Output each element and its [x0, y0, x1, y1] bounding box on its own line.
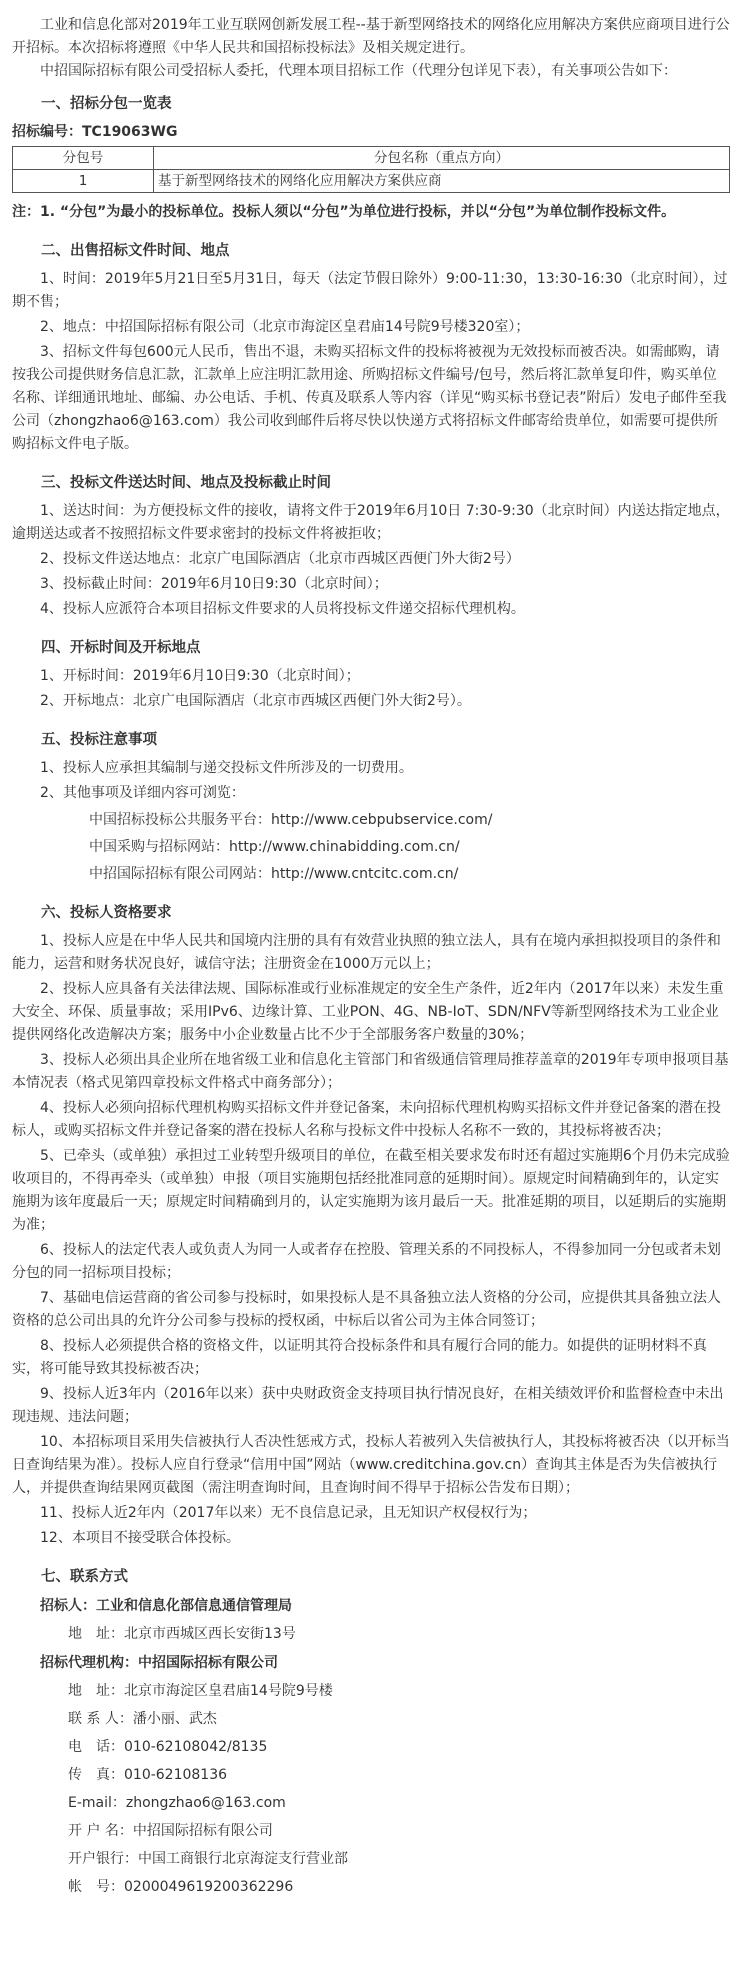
section4-item-2: 2、开标地点：北京广电国际酒店（北京市西城区西便门外大街2号）。	[40, 693, 471, 709]
section5-item-2: 2、其他事项及详细内容可浏览：	[40, 785, 245, 801]
lot-table-header-no: 分包号	[13, 147, 154, 170]
section6-item-8: 8、投标人必须提供合格的资格文件，以证明其符合投标条件和具有履行合同的能力。如提供的证明材料不真实，将可能导致其投标被否决；	[12, 1338, 707, 1377]
tenderer-address: 地 址：北京市西城区西长安街13号	[68, 1626, 296, 1642]
agency-account-number: 帐 号：0200049619200362296	[68, 1879, 294, 1895]
intro-paragraph-1: 工业和信息化部对2019年工业互联网创新发展工程--基于新型网络技术的网络化应用解决方案供应商项目进行公开招标。本次招标将遵照《中华人民共和国招标投标法》及相关规定进行。	[12, 17, 730, 56]
section6-item-12: 12、本项目不接受联合体投标。	[40, 1530, 240, 1546]
agency-bank: 开户银行：中国工商银行北京海淀支行营业部	[68, 1851, 348, 1867]
agency-address: 地 址：北京市海淀区皇君庙14号院9号楼	[68, 1683, 333, 1699]
section6-item-3: 3、投标人必须出具企业所在地省级工业和信息化主管部门和省级通信管理局推荐盖章的2019年专项申报项目基本情况表（格式见第四章投标文件格式中商务部分）；	[12, 1052, 729, 1091]
lot-table-header	[13, 147, 730, 170]
agency-email[interactable]: E-mail：zhongzhao6@163.com	[68, 1795, 286, 1811]
table-row	[13, 170, 730, 193]
site-link-chinabidding[interactable]: 中国采购与招标网站：http://www.chinabidding.com.cn/	[89, 839, 460, 855]
section4-heading: 四、开标时间及开标地点	[41, 640, 201, 656]
section5-item-1: 1、投标人应承担其编制与递交投标文件所涉及的一切费用。	[40, 760, 413, 776]
site-link-cntcitc[interactable]: 中招国际招标有限公司网站：http://www.cntcitc.com.cn/	[89, 866, 459, 882]
agency-account-name: 开 户 名：中招国际招标有限公司	[68, 1823, 273, 1839]
agency-phone: 电 话：010-62108042/8135	[68, 1739, 268, 1755]
section5-heading: 五、投标注意事项	[41, 732, 157, 748]
section6-item-5: 5、已牵头（或单独）承担过工业转型升级项目的单位，在截至相关要求发布时还有超过实施期6个月仍未完成验收项目的，不得再牵头（或单独）申报（项目实施期包括经批准同意的延期时间）。原规定时间精确到年的，认定实施期为该年度最后一天；原规定时间精确到月的，认定实施期为该月最后一天。批准延期的项目，以延期后的实施期为准；	[12, 1148, 730, 1233]
section3-item-3: 3、投标截止时间：2019年6月10日9:30（北京时间）；	[40, 576, 388, 592]
section6-item-6: 6、投标人的法定代表人或负责人为同一人或者存在控股、管理关系的不同投标人，不得参加同一分包或者未划分包的同一招标项目投标；	[12, 1242, 721, 1281]
section6-item-9: 9、投标人近3年内（2016年以来）获中央财政资金支持项目执行情况良好，在相关绩效评价和监督检查中未出现违规、违法问题；	[12, 1386, 724, 1425]
bid-number: 招标编号：TC19063WG	[12, 124, 178, 140]
section3-item-1: 1、送达时间：为方便投标文件的接收，请将文件于2019年6月10日 7:30-9:30（北京时间）内送达指定地点，逾期送达或者不按照招标文件要求密封的投标文件将被拒收；	[12, 503, 730, 542]
site-link-cebpubservice[interactable]: 中国招标投标公共服务平台：http://www.cebpubservice.com/	[89, 812, 493, 828]
section7-heading: 七、联系方式	[41, 1569, 128, 1585]
section2-heading: 二、出售招标文件时间、地点	[41, 243, 230, 259]
section6-item-1: 1、投标人应是在中华人民共和国境内注册的具有有效营业执照的独立法人，具有在境内承担拟投项目的条件和能力，运营和财务状况良好，诚信守法；注册资金在1000万元以上；	[12, 933, 721, 972]
section6-item-2: 2、投标人应具备有关法律法规、国际标准或行业标准规定的安全生产条件，近2年内（2017年以来）未发生重大安全、环保、质量事故；采用IPv6、边缘计算、工业PON、4G、NB-IoT、SDN/NFV等新型网络技术为工业企业提供网络化改造解决方案；服务中小企业数量占比不少于全部服务客户数量的30%；	[12, 981, 724, 1043]
intro-paragraph-2: 中招国际招标有限公司受招标人委托，代理本项目招标工作（代理分包详见下表），有关事项公告如下：	[40, 63, 677, 79]
section6-item-7: 7、基础电信运营商的省公司参与投标时，如果投标人是不具备独立法人资格的分公司，应提供其具备独立法人资格的总公司出具的允许分公司参与投标的授权函，中标后以省公司为主体合同签订；	[12, 1290, 721, 1329]
section4-item-1: 1、开标时间：2019年6月10日9:30（北京时间）；	[40, 668, 360, 684]
section1-heading: 一、招标分包一览表	[41, 96, 172, 112]
agency-fax: 传 真：010-62108136	[68, 1767, 228, 1783]
tenderer-name: 招标人：工业和信息化部信息通信管理局	[40, 1598, 292, 1614]
section2-item-2: 2、地点：中招国际招标有限公司（北京市海淀区皇君庙14号院9号楼320室）；	[40, 319, 530, 335]
section6-heading: 六、投标人资格要求	[41, 905, 172, 921]
section3-heading: 三、投标文件送达时间、地点及投标截止时间	[41, 475, 331, 491]
lot-number-cell: 1	[13, 170, 154, 193]
agency-contact-person: 联 系 人：潘小丽、武杰	[68, 1711, 217, 1727]
section6-item-10: 10、本招标项目采用失信被执行人否决性惩戒方式，投标人若被列入失信被执行人，其投标将被否决（以开标当日查询结果为准）。投标人应自行登录“信用中国”网站（www.creditchina.gov.cn）查询其主体是否为失信被执行人，并提供查询结果网页截图（需注明查询时间，且查询时间不得早于招标公告发布日期）；	[12, 1434, 730, 1496]
section2-item-1: 1、时间：2019年5月21日至5月31日，每天（法定节假日除外）9:00-11:30，13:30-16:30（北京时间），过期不售；	[12, 271, 728, 310]
section3-item-4: 4、投标人应派符合本项目招标文件要求的人员将投标文件递交招标代理机构。	[40, 601, 525, 617]
lot-name-cell: 基于新型网络技术的网络化应用解决方案供应商	[154, 170, 730, 193]
section6-item-4: 4、投标人必须向招标代理机构购买招标文件并登记备案，未向招标代理机构购买招标文件并登记备案的潜在投标人，或购买招标文件并登记备案的潜在投标人名称与投标文件中投标人名称不一致的，其投标将被否决；	[12, 1100, 721, 1139]
lot-table-header-name: 分包名称（重点方向）	[154, 147, 730, 170]
section3-item-2: 2、投标文件送达地点：北京广电国际酒店（北京市西城区西便门外大街2号）	[40, 551, 520, 567]
agency-name: 招标代理机构：中招国际招标有限公司	[40, 1655, 278, 1671]
section6-item-11: 11、投标人近2年内（2017年以来）无不良信息记录，且无知识产权侵权行为；	[40, 1505, 537, 1521]
lot-table	[12, 146, 730, 193]
section2-item-3: 3、招标文件每包600元人民币，售出不退，未购买招标文件的投标将被视为无效投标而被否决。如需邮购，请按我公司提供财务信息汇款，汇款单上应注明汇款用途、所购招标文件编号/包号，然后将汇款单复印件，购买单位名称、详细通讯地址、邮编、办公电话、手机、传真及联系人等内容（详见“购买标书登记表”附后）发电子邮件至我公司（zhongzhao6@163.com）我公司收到邮件后将尽快以快递方式将招标文件邮寄给贵单位，如需要可提供所购招标文件电子版。	[12, 344, 727, 452]
lot-note: 注：1. “分包”为最小的投标单位。投标人须以“分包”为单位进行投标，并以“分包”为单位制作投标文件。	[12, 204, 676, 220]
